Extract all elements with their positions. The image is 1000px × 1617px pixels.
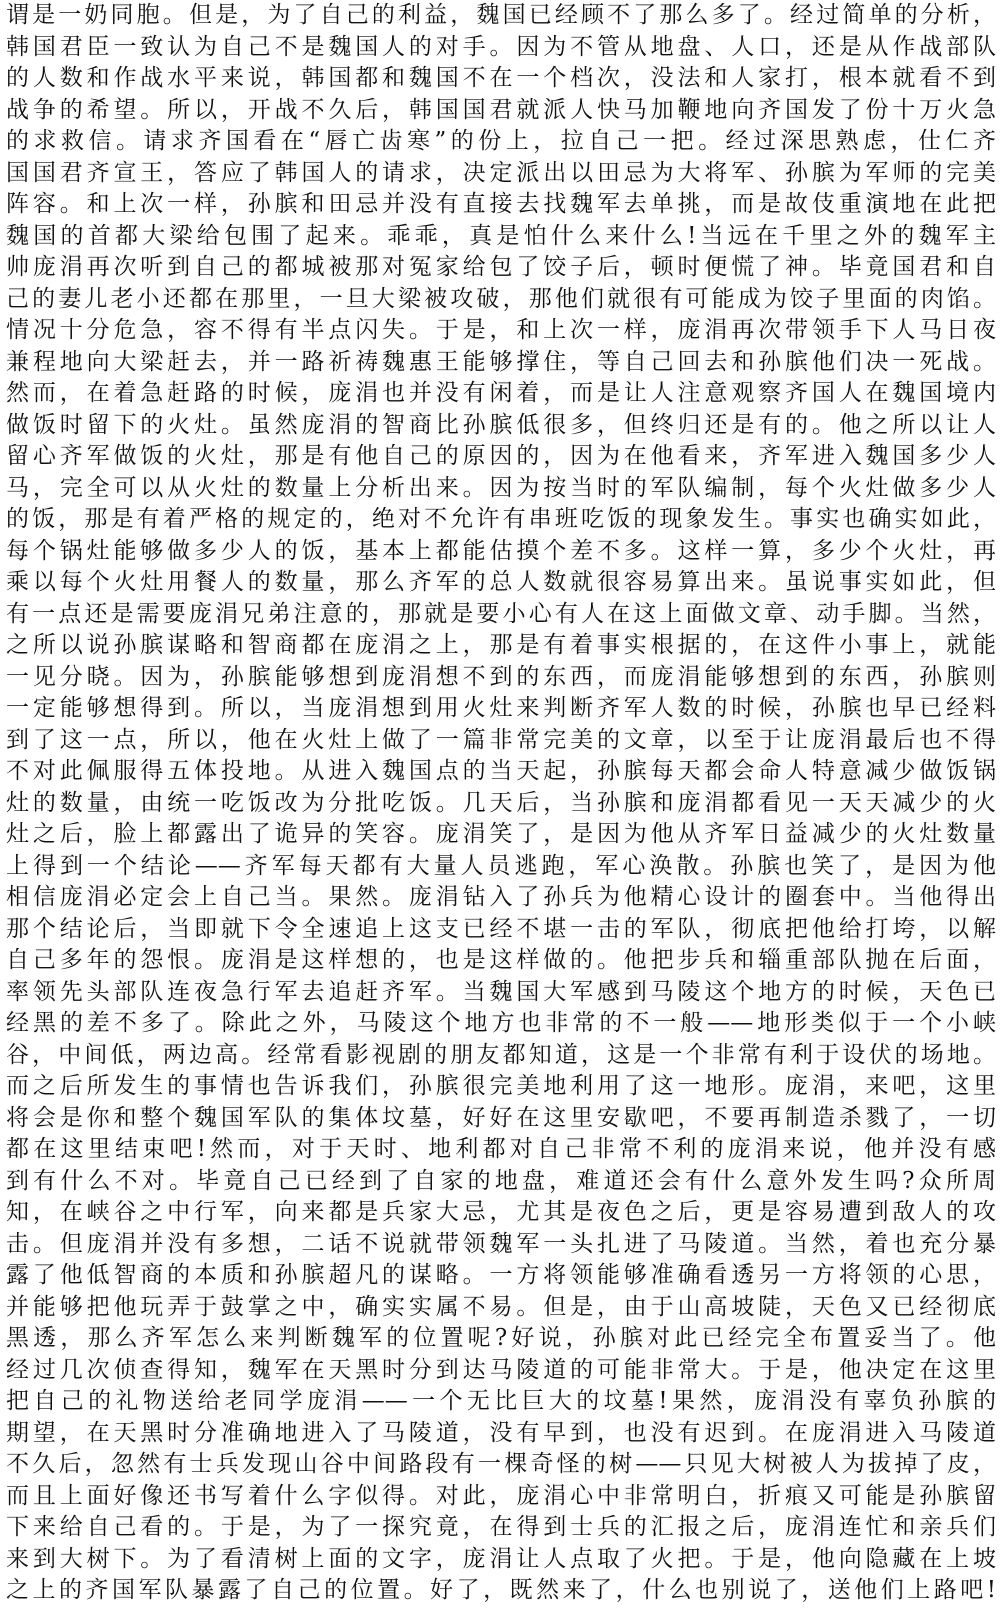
- text-line: 而且上面好像还书写着什么字似得。对此，庞涓心中非常明白，折痕又可能是孙膑留: [6, 1482, 996, 1509]
- text-line: 之所以说孙膑谋略和智商都在庞涓之上，那是有着事实根据的，在这件小事上，就能: [6, 632, 996, 658]
- text-line: 露了他低智商的本质和孙膑超凡的谋略。一方将领能够准确看透另一方将领的心思，: [6, 1262, 996, 1288]
- text-line: 黑透，那么齐军怎么来判断魏军的位置呢?好说，孙膑对此已经完全布置妥当了。他: [6, 1325, 996, 1351]
- text-line: 每个锅灶能够做多少人的饭，基本上都能估摸个差不多。这样一算，多少个火灶，再: [6, 537, 996, 564]
- text-line: 经过几次侦查得知，魏军在天黑时分到达马陵道的可能非常大。于是，他决定在这里: [6, 1356, 996, 1383]
- text-line: 知，在峡谷之中行军，向来都是兵家大忌，尤其是夜色之后，更是容易遭到敌人的攻: [6, 1199, 996, 1225]
- text-line: 谷，中间低，两边高。经常看影视剧的朋友都知道，这是一个非常有利于设伏的场地。: [6, 1041, 996, 1068]
- text-line: 乘以每个火灶用餐人的数量，那么齐军的总人数就很容易算出来。虽说事实如此，但: [6, 569, 996, 595]
- text-line: 来到大树下。为了看清树上面的文字，庞涓让人点取了火把。于是，他向隐藏在上坡: [6, 1545, 996, 1572]
- text-line: 灶的数量，由统一吃饭改为分批吃饭。几天后，当孙膑和庞涓都看见一天天减少的火: [6, 789, 996, 816]
- text-line: 的人数和作战水平来说，韩国都和魏国不在一个档次，没法和人家打，根本就看不到: [6, 65, 996, 91]
- text-line: 的求救信。请求齐国看在“唇亡齿寒”的份上，拉自己一把。经过深思熟虑，仕仁齐: [6, 128, 996, 154]
- text-line: 下来给自己看的。于是，为了一探究竟，在得到士兵的汇报之后，庞涓连忙和亲兵们: [6, 1514, 996, 1540]
- text-line: 国国君齐宣王，答应了韩国人的请求，决定派出以田忌为大将军、孙膑为军师的完美: [6, 159, 996, 186]
- text-line: 阵容。和上次一样，孙膑和田忌并没有直接去找魏军去单挑，而是故伎重演地在此把: [6, 191, 996, 217]
- text-line: 魏国的首都大梁给包围了起来。乖乖，真是怕什么来什么!当远在千里之外的魏军主: [6, 222, 996, 249]
- text-line: 灶之后，脸上都露出了诡异的笑容。庞涓笑了，是因为他从齐军日益减少的火灶数量: [6, 821, 996, 847]
- text-line: 留心齐军做饭的火灶，那是有他自己的原因的，因为在他看来，齐军进入魏国多少人: [6, 443, 996, 469]
- text-line: 然而，在着急赶路的时候，庞涓也并没有闲着，而是让人注意观察齐国人在魏国境内: [6, 380, 996, 406]
- text-line: 兼程地向大梁赶去，并一路祈祷魏惠王能够撑住，等自己回去和孙膑他们决一死战。: [6, 348, 996, 375]
- text-line: 之上的齐国军队暴露了自己的位置。好了，既然来了，什么也别说了，送他们上路吧!: [6, 1577, 996, 1603]
- text-line: 到有什么不对。毕竟自己已经到了自家的地盘，难道还会有什么意外发生吗?众所周: [6, 1167, 996, 1194]
- text-line: 有一点还是需要庞涓兄弟注意的，那就是要小心有人在这上面做文章、动手脚。当然，: [6, 600, 996, 627]
- text-line: 相信庞涓必定会上自己当。果然。庞涓钻入了孙兵为他精心设计的圈套中。当他得出: [6, 884, 996, 910]
- text-line: 而之后所发生的事情也告诉我们，孙膑很完美地利用了这一地形。庞涓，来吧，这里: [6, 1073, 996, 1099]
- text-line: 韩国君臣一致认为自己不是魏国人的对手。因为不管从地盘、人口，还是从作战部队: [6, 33, 996, 60]
- text-line: 帅庞涓再次听到自己的都城被那对冤家给包了饺子后，顿时便慌了神。毕竟国君和自: [6, 254, 996, 280]
- text-line: 情况十分危急，容不得有半点闪失。于是，和上次一样，庞涓再次带领手下人马日夜: [6, 317, 996, 343]
- text-line: 战争的希望。所以，开战不久后，韩国国君就派人快马加鞭地向齐国发了份十万火急: [6, 96, 996, 123]
- text-line: 不久后，忽然有士兵发现山谷中间路段有一棵奇怪的树——只见大树被人为拔掉了皮，: [6, 1451, 996, 1477]
- text-line: 那个结论后，当即就下令全速追上这支已经不堪一击的军队，彻底把他给打垮，以解: [6, 915, 996, 942]
- text-line: 并能够把他玩弄于鼓掌之中，确实实属不易。但是，由于山高坡陡，天色又已经彻底: [6, 1293, 996, 1320]
- text-line: 做饭时留下的火灶。虽然庞涓的智商比孙膑低很多，但终归还是有的。他之所以让人: [6, 411, 996, 438]
- text-line: 马，完全可以从火灶的数量上分析出来。因为按当时的军队编制，每个火灶做多少人: [6, 474, 996, 501]
- text-line: 己的妻儿老小还都在那里，一旦大梁被攻破，那他们就很有可能成为饺子里面的肉馅。: [6, 285, 996, 312]
- text-line: 一见分晓。因为，孙膑能够想到庞涓想不到的东西，而庞涓能够想到的东西，孙膑则: [6, 663, 996, 690]
- text-line: 的饭，那是有着严格的规定的，绝对不允许有串班吃饭的现象发生。事实也确实如此，: [6, 506, 996, 532]
- text-line: 将会是你和整个魏国军队的集体坟墓，好好在这里安歇吧，不要再制造杀戮了，一切: [6, 1104, 996, 1131]
- text-line: 不对此佩服得五体投地。从进入魏国点的当天起，孙膑每天都会命人特意减少做饭锅: [6, 758, 996, 784]
- text-line: 上得到一个结论——齐军每天都有大量人员逃跑，军心涣散。孙膑也笑了，是因为他: [6, 852, 996, 879]
- text-line: 率领先头部队连夜急行军去追赶齐军。当魏国大军感到马陵这个地方的时候，天色已: [6, 978, 996, 1005]
- text-line: 期望，在天黑时分准确地进入了马陵道，没有早到，也没有迟到。在庞涓进入马陵道: [6, 1419, 996, 1446]
- body-text: [6, 0, 996, 1607]
- text-line: 谓是一奶同胞。但是，为了自己的利益，魏国已经顾不了那么多了。经过简单的分析，: [6, 2, 996, 28]
- text-line: 一定能够想得到。所以，当庞涓想到用火灶来判断齐军人数的时候，孙膑也早已经料: [6, 695, 996, 721]
- text-line: 都在这里结束吧!然而，对于天时、地利都对自己非常不利的庞涓来说，他并没有感: [6, 1136, 996, 1162]
- text-line: 到了这一点，所以，他在火灶上做了一篇非常完美的文章，以至于让庞涓最后也不得: [6, 726, 996, 753]
- text-line: 经黑的差不多了。除此之外，马陵这个地方也非常的不一般——地形类似于一个小峡: [6, 1010, 996, 1036]
- text-line: 击。但庞涓并没有多想，二话不说就带领魏军一头扎进了马陵道。当然，着也充分暴: [6, 1230, 996, 1257]
- text-line: 把自己的礼物送给老同学庞涓——一个无比巨大的坟墓!果然，庞涓没有辜负孙膑的: [6, 1388, 996, 1414]
- text-line: 自己多年的怨恨。庞涓是这样想的，也是这样做的。他把步兵和辎重部队抛在后面，: [6, 947, 996, 973]
